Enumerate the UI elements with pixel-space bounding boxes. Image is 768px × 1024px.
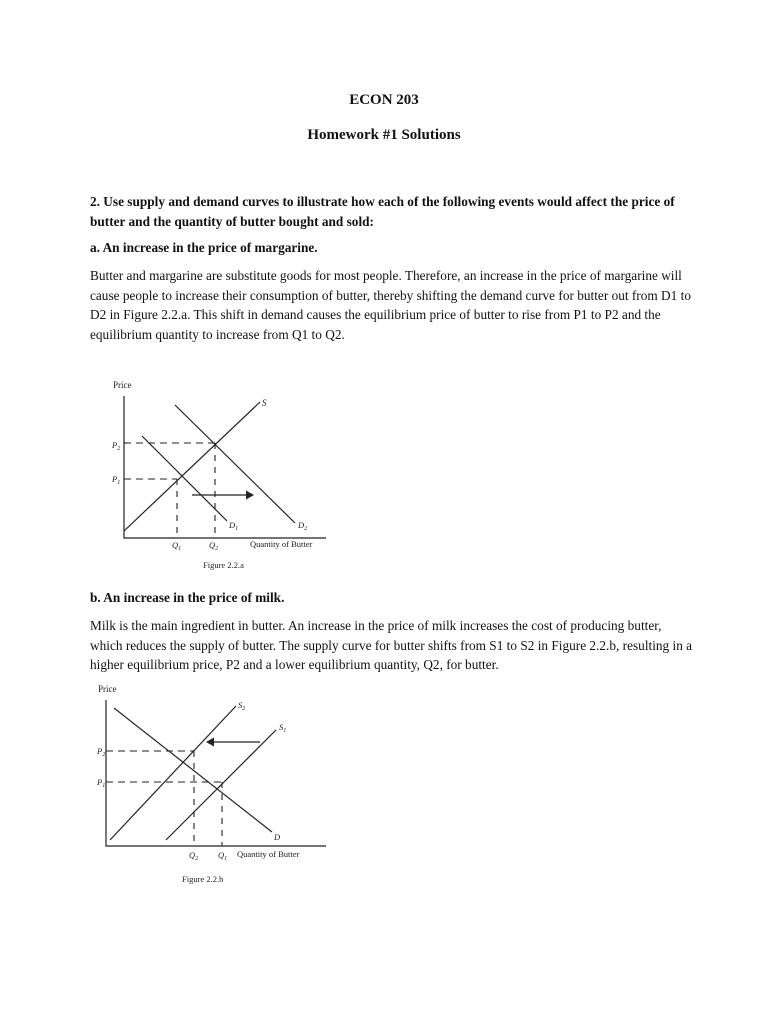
figure-2-2-a — [100, 376, 340, 576]
fig-a-supply-label: S — [262, 398, 267, 408]
fig-a-y-axis-label: Price — [113, 380, 132, 390]
part-b-body: Milk is the main ingredient in butter. An increase in the price of milk increases the cost of producing butter, which reduces the supply of butter. The supply curve for butter shifts from S1 to S2 in Figure 2.2.b, resulting in a higher equilibrium price, P2 and a lower equilibrium quantity, Q2, for butter. — [90, 618, 693, 672]
fig-b-p1-label: $P_1$ — [97, 777, 106, 789]
fig-b-x-axis-label: Quantity of Butter — [237, 849, 300, 859]
fig-b-supply-curve-s2 — [110, 706, 236, 840]
question-text: 2. Use supply and demand curves to illustrate how each of the following events would affect the price of butter and the quantity of butter bought and sold: — [90, 194, 675, 229]
part-a-heading: a. An increase in the price of margarine. — [90, 240, 318, 255]
fig-a-axes — [124, 396, 326, 538]
fig-b-axes — [106, 700, 326, 846]
fig-b-s2-label: $S_2$ — [238, 700, 246, 712]
fig-b-q1-label: $Q_1$ — [218, 850, 228, 862]
fig-b-y-axis-label: Price — [98, 684, 117, 694]
fig-b-s1-label: $S_1$ — [279, 722, 287, 734]
fig-b-supply-curve-s1 — [166, 730, 276, 840]
fig-a-shift-arrowhead — [246, 491, 254, 500]
fig-b-p2-label: $P_2$ — [97, 746, 106, 758]
figure-2-2-b — [96, 684, 356, 894]
document-subtitle: Homework #1 Solutions — [307, 127, 461, 143]
fig-a-demand-curve-d2 — [175, 405, 295, 523]
fig-a-x-axis-label: Quantity of Butter — [250, 539, 313, 549]
fig-b-q2-label: $Q_2$ — [189, 850, 199, 862]
part-b-heading: b. An increase in the price of milk. — [90, 590, 285, 605]
fig-a-caption: Figure 2.2.a — [203, 560, 244, 570]
fig-a-d1-label: $D_1$ — [229, 520, 239, 532]
fig-b-caption: Figure 2.2.b — [182, 874, 224, 884]
fig-a-q2-label: $Q_2$ — [209, 540, 219, 552]
fig-b-shift-arrowhead — [206, 738, 214, 747]
fig-b-demand-label: D — [274, 832, 281, 842]
fig-a-p1-label: $P_1$ — [112, 474, 121, 486]
fig-a-d2-label: $D_2$ — [298, 520, 308, 532]
fig-a-p2-label: $P_2$ — [112, 440, 121, 452]
document-course-title: ECON 203 — [349, 92, 419, 108]
fig-a-q1-label: $Q_1$ — [172, 540, 182, 552]
part-a-body: Butter and margarine are substitute goods for most people. Therefore, an increase in the price of margarine will cause people to increase their consumption of butter, thereby shifting the demand curve for butter out from D1 to D2 in Figure 2.2.a. This shift in demand causes the equilibrium price of butter to rise from P1 to P2 and the equilibrium quantity to increase from Q1 to Q2. — [90, 268, 691, 342]
